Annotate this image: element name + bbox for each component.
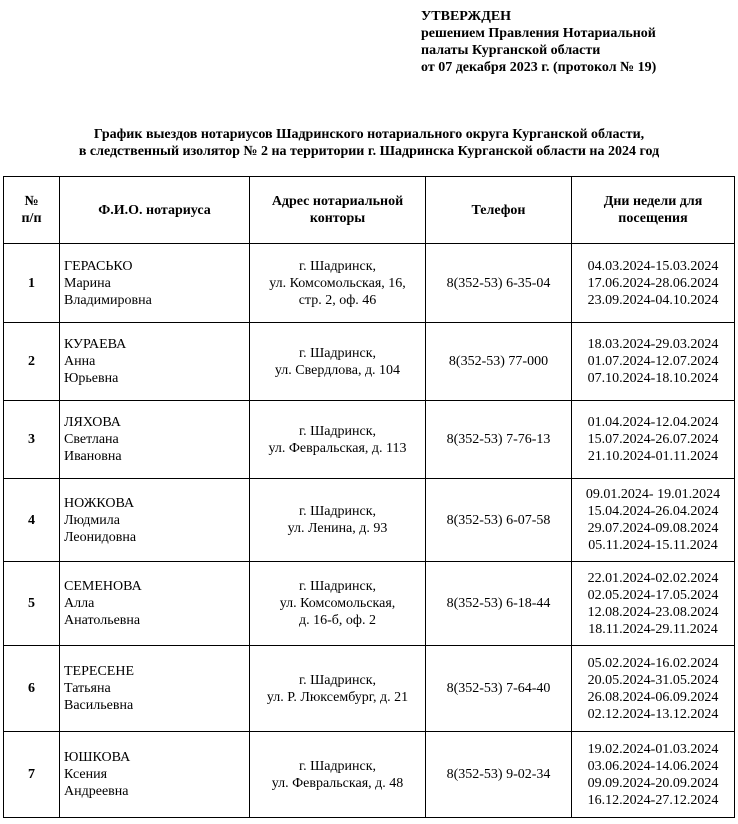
notary-first: Марина [64, 275, 111, 291]
row-number: 2 [4, 323, 60, 401]
address-line: ул. Комсомольская, [279, 596, 396, 611]
visit-date-range: 20.05.2024-31.05.2024 [587, 672, 719, 688]
visit-date-range: 26.08.2024-06.09.2024 [587, 689, 719, 705]
header-phone: Телефон [426, 177, 572, 244]
table-row [4, 244, 735, 323]
office-address [250, 244, 426, 323]
table-row [4, 646, 735, 732]
approval-line: УТВЕРЖДЕН [421, 9, 512, 24]
notary-first: Светлана [64, 432, 119, 447]
table-row [4, 562, 735, 646]
notary-patronymic: Владимировна [64, 292, 152, 308]
visit-dates [572, 562, 735, 646]
visit-date-range: 05.11.2024-15.11.2024 [588, 538, 718, 553]
office-address [250, 323, 426, 401]
notary-surname: СЕМЕНОВА [64, 579, 142, 594]
phone-number: 8(352-53) 9-02-34 [426, 732, 572, 818]
phone-number: 8(352-53) 77-000 [426, 323, 572, 401]
office-address [250, 732, 426, 818]
visit-date-range: 01.04.2024-12.04.2024 [587, 415, 719, 430]
notary-patronymic: Леонидовна [64, 529, 137, 545]
visit-date-range: 18.11.2024-29.11.2024 [588, 621, 718, 637]
visit-date-range: 12.08.2024-23.08.2024 [587, 604, 719, 620]
schedule-table [3, 176, 735, 818]
notary-name [60, 646, 250, 732]
table-header-row [4, 177, 735, 244]
header-num: № п/п [4, 177, 60, 244]
notary-name [60, 244, 250, 323]
visit-date-range: 05.02.2024-16.02.2024 [587, 655, 719, 671]
row-number: 5 [4, 562, 60, 646]
notary-name [60, 401, 250, 479]
approval-line: от 07 декабря 2023 г. (протокол № 19) [421, 60, 657, 75]
notary-first: Татьяна [64, 681, 111, 696]
notary-name [60, 732, 250, 818]
visit-dates [572, 732, 735, 818]
row-number: 6 [4, 646, 60, 732]
visit-dates [572, 646, 735, 732]
notary-surname: ТЕРЕСЕНЕ [64, 664, 134, 679]
document-title [0, 126, 738, 160]
address-line: стр. 2, оф. 46 [298, 292, 377, 308]
address-line: ул. Февральская, д. 113 [268, 440, 407, 456]
address-line: ул. Комсомольская, 16, [269, 275, 406, 291]
address-line: г. Шадринск, [298, 504, 377, 519]
approval-stamp [421, 8, 656, 76]
address-line: г. Шадринск, [298, 423, 377, 439]
header-days: Дни недели для посещения [572, 177, 735, 244]
header-address: Адрес нотариальной конторы [250, 177, 426, 244]
phone-number: 8(352-53) 6-07-58 [426, 479, 572, 562]
visit-date-range: 15.07.2024-26.07.2024 [587, 432, 719, 447]
visit-dates [572, 479, 735, 562]
phone-number: 8(352-53) 6-35-04 [426, 244, 572, 323]
visit-date-range: 15.04.2024-26.04.2024 [587, 504, 719, 519]
row-number: 3 [4, 401, 60, 479]
notary-surname: ГЕРАСЬКО [64, 258, 133, 274]
phone-number: 8(352-53) 7-64-40 [426, 646, 572, 732]
notary-patronymic: Васильевна [64, 698, 134, 713]
address-line: ул. Свердлова, д. 104 [274, 362, 401, 378]
visit-dates [572, 244, 735, 323]
notary-surname: ЛЯХОВА [64, 415, 121, 430]
notary-name [60, 323, 250, 401]
office-address [250, 646, 426, 732]
address-line: г. Шадринск, [298, 345, 377, 361]
visit-date-range: 03.06.2024-14.06.2024 [587, 758, 719, 774]
notary-patronymic: Анатольевна [64, 613, 141, 628]
address-line: ул. Р. Люксембург, д. 21 [266, 689, 409, 705]
office-address [250, 479, 426, 562]
notary-first: Ксения [64, 767, 108, 782]
row-number: 1 [4, 244, 60, 323]
visit-date-range: 16.12.2024-27.12.2024 [587, 792, 719, 808]
address-line: г. Шадринск, [298, 258, 377, 274]
table-row [4, 401, 735, 479]
visit-date-range: 09.01.2024- 19.01.2024 [585, 487, 721, 502]
row-number: 4 [4, 479, 60, 562]
phone-number: 8(352-53) 7-76-13 [426, 401, 572, 479]
row-number: 7 [4, 732, 60, 818]
notary-first: Анна [64, 354, 96, 369]
visit-date-range: 02.12.2024-13.12.2024 [587, 706, 719, 722]
table-row [4, 323, 735, 401]
visit-date-range: 01.07.2024-12.07.2024 [587, 354, 719, 369]
visit-date-range: 19.02.2024-01.03.2024 [587, 741, 719, 757]
address-line: ул. Ленина, д. 93 [287, 521, 388, 536]
table-row [4, 479, 735, 562]
visit-date-range: 09.09.2024-20.09.2024 [587, 775, 719, 791]
table-body [4, 244, 735, 818]
visit-dates [572, 323, 735, 401]
visit-date-range: 17.06.2024-28.06.2024 [587, 275, 719, 291]
table-row [4, 732, 735, 818]
address-line: д. 16-б, оф. 2 [299, 613, 376, 628]
office-address [250, 562, 426, 646]
visit-date-range: 18.03.2024-29.03.2024 [587, 337, 719, 352]
title-line: в следственный изолятор № 2 на территории г. Шадринска Курганской области на 2024 год [78, 144, 660, 159]
address-line: г. Шадринск, [298, 672, 377, 688]
title-line: График выездов нотариусов Шадринского нотариального округа Курганской области, [93, 127, 645, 142]
visit-date-range: 07.10.2024-18.10.2024 [587, 371, 719, 386]
notary-first: Алла [64, 596, 95, 611]
notary-surname: ЮШКОВА [64, 750, 131, 765]
notary-patronymic: Ивановна [64, 449, 122, 464]
notary-surname: КУРАЕВА [64, 337, 127, 352]
visit-date-range: 04.03.2024-15.03.2024 [587, 258, 719, 274]
header-name: Ф.И.О. нотариуса [60, 177, 250, 244]
notary-patronymic: Андреевна [64, 784, 129, 799]
visit-date-range: 23.09.2024-04.10.2024 [587, 292, 719, 308]
address-line: г. Шадринск, [298, 758, 377, 774]
notary-name [60, 479, 250, 562]
visit-date-range: 02.05.2024-17.05.2024 [587, 587, 719, 603]
notary-patronymic: Юрьевна [64, 371, 119, 386]
address-line: г. Шадринск, [298, 579, 377, 594]
address-line: ул. Февральская, д. 48 [271, 775, 404, 791]
approval-line: решением Правления Нотариальной [421, 26, 656, 41]
office-address [250, 401, 426, 479]
phone-number: 8(352-53) 6-18-44 [426, 562, 572, 646]
approval-line: палаты Курганской области [421, 43, 601, 58]
visit-dates [572, 401, 735, 479]
notary-name [60, 562, 250, 646]
notary-first: Людмила [64, 512, 120, 528]
visit-date-range: 29.07.2024-09.08.2024 [587, 521, 719, 536]
visit-date-range: 22.01.2024-02.02.2024 [587, 570, 719, 586]
notary-surname: НОЖКОВА [64, 495, 135, 511]
visit-date-range: 21.10.2024-01.11.2024 [587, 449, 719, 464]
